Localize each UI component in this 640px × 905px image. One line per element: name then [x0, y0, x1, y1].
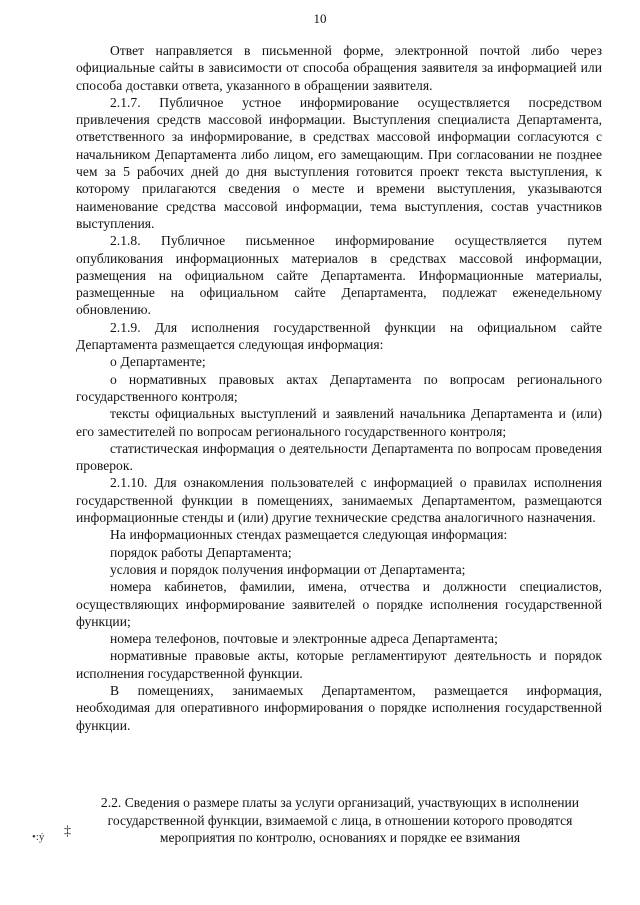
paragraph-2-1-8: 2.1.8. Публичное письменное информирование осуществляется путем опубликования информационных материалов в средствах массовой информации, размещения на официальном сайте Департамента. Информационные материалы, размещенные на официальном сайте Департамента, подлежат еженедельному обновлению. — [76, 233, 602, 318]
list-item-contacts: номера телефонов, почтовые и электронные адреса Департамента; — [110, 631, 498, 647]
list-item-office-numbers: номера кабинетов, фамилии, имена, отчества и должности специалистов, осуществляющих информирование заявителей о порядке исполнения государственной функции; — [76, 579, 602, 629]
paragraph-2-1-7: 2.1.7. Публичное устное информирование осуществляется посредством привлечения средств массовой информации. Выступления специалиста Департамента, ответственного за информирование, в средствах массовой информации согласуются с начальником Департамента либо лицом, его замещающим. При согласовании не позднее чем за 5 рабочих дней до дня выступления готовится проект текста выступления, к которому прилагаются сведения о месте и времени выступления, указываются наименование средства массовой информации, тема выступления, состав участников выступления. — [76, 94, 602, 231]
paragraph-stands-intro: На информационных стендах размещается следующая информация: — [110, 527, 508, 543]
list-item-work-schedule: порядок работы Департамента; — [110, 544, 292, 560]
list-item-statistics: статистическая информация о деятельности Департамента по вопросам проведения проверок. — [76, 440, 602, 474]
scan-mark-right: ‡ — [64, 824, 71, 839]
list-item-information-conditions: условия и порядок получения информации от Департамента; — [110, 561, 466, 577]
page-number: 10 — [313, 11, 327, 26]
paragraph-response-form: Ответ направляется в письменной форме, электронной почтой либо через официальные сайты в зависимости от способа обращения заявителя за информацией или способа доставки ответа, указанного в обращении заявителя. — [76, 43, 602, 93]
paragraph-2-1-9: 2.1.9. Для исполнения государственной функции на официальном сайте Департамента размещается следующая информация: — [76, 319, 602, 353]
scan-mark-left: •:ý — [32, 831, 45, 843]
section-heading-2-2: 2.2. Сведения о размере платы за услуги организаций, участвующих в исполнении государственной функции, взимаемой с лица, в отношении которого проводятся мероприятия по контролю, основаниях и порядке ее взимания — [100, 795, 580, 846]
paragraph-premises-information: В помещениях, занимаемых Департаментом, размещается информация, необходимая для оперативного информирования о порядке исполнения государственной функции. — [76, 682, 602, 733]
list-item-about-department: о Департаменте; — [110, 354, 206, 370]
list-item-regulations: нормативные правовые акты, которые регламентируют деятельность и порядок исполнения государственной функции. — [76, 648, 602, 681]
list-item-normative-acts: о нормативных правовых актах Департамента по вопросам регионального государственного контроля; — [76, 371, 602, 404]
list-item-official-speeches: тексты официальных выступлений и заявлений начальника Департамента и (или) его заместителей по вопросам регионального государственного контроля; — [76, 406, 602, 439]
paragraph-2-1-10: 2.1.10. Для ознакомления пользователей с информацией о правилах исполнения государственной функции в помещениях, занимаемых Департаментом, размещаются информационные стенды и (или) другие технические средства аналогичного назначения. — [76, 475, 602, 526]
body-text — [76, 42, 602, 734]
